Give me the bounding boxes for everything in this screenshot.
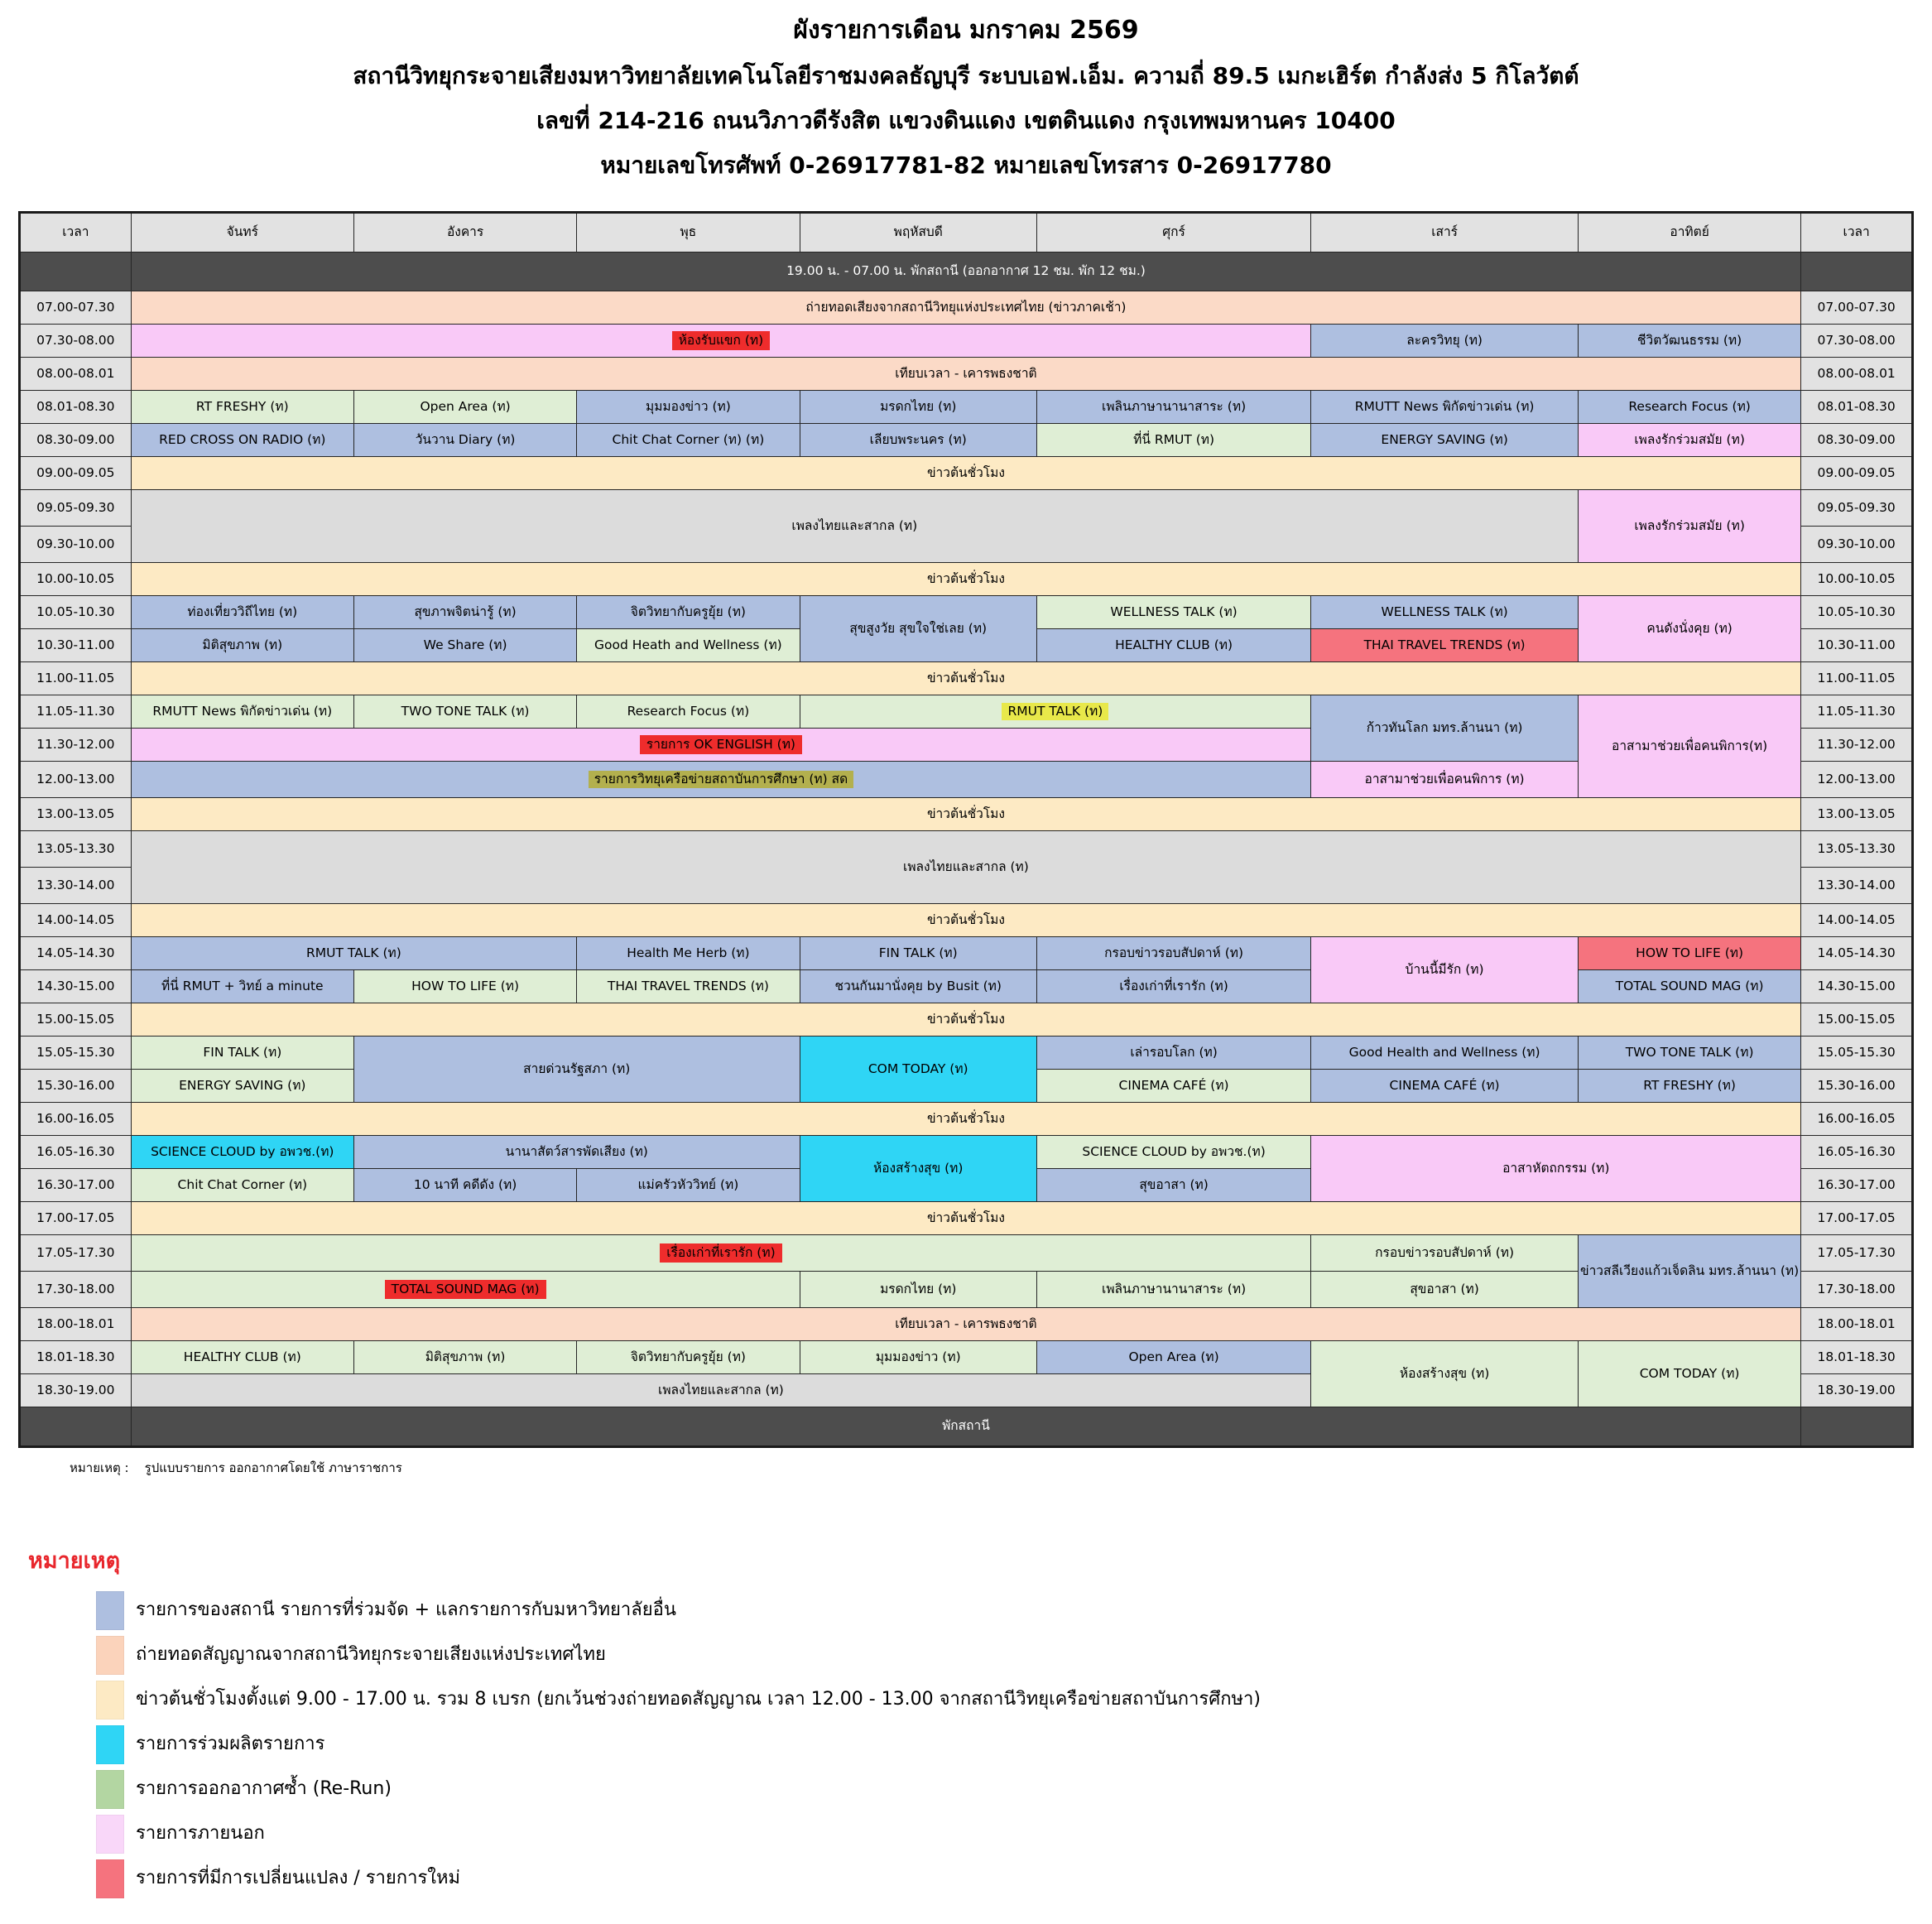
cell-sip-nathi-khadi-dang: 10 นาที คดีดัง (ท) [353, 1169, 576, 1202]
cell-khao-ton-chua-mong: ข่าวต้นชั่วโมง [131, 1003, 1801, 1037]
col-sat: เสาร์ [1311, 213, 1579, 253]
cell-suk-sung-wai: สุขสูงวัย สุขใจใช่เลย (ท) [800, 596, 1036, 662]
cell-miti-sukkhaphap: มิติสุขภาพ (ท) [353, 1341, 576, 1374]
cell-cinema-cafe: CINEMA CAFÉ (ท) [1311, 1070, 1579, 1103]
cell-thongthiao-withi-thai: ท่องเที่ยววิถีไทย (ท) [131, 596, 353, 629]
time-right: 08.01-08.30 [1801, 391, 1913, 424]
cell-krop-khao-rop-sapda: กรอบข่าวรอบสัปดาห์ (ท) [1036, 937, 1310, 970]
cell-healthy-club: HEALTHY CLUB (ท) [1036, 629, 1310, 662]
cell-how-to-life: HOW TO LIFE (ท) [1578, 937, 1800, 970]
cell-hong-sang-suk: ห้องสร้างสุข (ท) [800, 1136, 1036, 1202]
cell-wellness-talk: WELLNESS TALK (ท) [1036, 596, 1310, 629]
cell-healthy-club: HEALTHY CLUB (ท) [131, 1341, 353, 1374]
time-right: 18.00-18.01 [1801, 1308, 1913, 1341]
time-right: 08.30-09.00 [1801, 424, 1913, 457]
time-right: 10.30-11.00 [1801, 629, 1913, 662]
band-top-right-spacer [1801, 253, 1913, 291]
cell-khao-ton-chua-mong: ข่าวต้นชั่วโมง [131, 563, 1801, 596]
time-right: 16.00-16.05 [1801, 1103, 1913, 1136]
cell-sukkha-asa: สุขอาสา (ท) [1311, 1272, 1579, 1308]
col-thu: พฤหัสบดี [800, 213, 1036, 253]
table-footnote [0, 1448, 1932, 1478]
cell-thai-travel-trends: THAI TRAVEL TRENDS (ท) [577, 970, 800, 1003]
cell-text: รายการ OK ENGLISH (ท) [640, 735, 802, 754]
cell-wanwan-diary: วันวาน Diary (ท) [353, 424, 576, 457]
time-left: 17.30-18.00 [20, 1272, 132, 1308]
cell-khao-ton-chua-mong: ข่าวต้นชั่วโมง [131, 457, 1801, 490]
table-row [20, 1235, 1913, 1272]
time-left: 13.00-13.05 [20, 798, 132, 831]
col-fri: ศุกร์ [1036, 213, 1310, 253]
cell-rmutt-news: RMUTT News พิกัดข่าวเด่น (ท) [131, 695, 353, 729]
cell-chittawitthaya: จิตวิทยากับครูยุ้ย (ท) [577, 1341, 800, 1374]
cell-science-cloud: SCIENCE CLOUD by อพวช.(ท) [131, 1136, 353, 1169]
time-left: 12.00-13.00 [20, 762, 132, 798]
cell-two-tone-talk: TWO TONE TALK (ท) [353, 695, 576, 729]
time-left: 14.00-14.05 [20, 904, 132, 937]
cell-mummong-khao: มุมมองข่าว (ท) [577, 391, 800, 424]
cell-khao-ton-chua-mong: ข่าวต้นชั่วโมง [131, 1202, 1801, 1235]
cell-how-to-life: HOW TO LIFE (ท) [353, 970, 576, 1003]
table-row [20, 831, 1913, 868]
time-right: 14.30-15.00 [1801, 970, 1913, 1003]
band-row-bottom [20, 1407, 1913, 1447]
cell-text: RMUT TALK (ท) [1002, 703, 1108, 720]
cell-relay-morning: ถ่ายทอดเสียงจากสถานีวิทยุแห่งประเทศไทย (ข่าวภาคเช้า) [131, 291, 1801, 325]
time-right: 11.30-12.00 [1801, 729, 1913, 762]
cell-thai-travel-trends: THAI TRAVEL TRENDS (ท) [1311, 629, 1579, 662]
time-left: 18.01-18.30 [20, 1341, 132, 1374]
cell-thini-rmut: ที่นี่ RMUT (ท) [1036, 424, 1310, 457]
legend-swatch [96, 1859, 124, 1898]
table-row [20, 1003, 1913, 1037]
cell-lao-rop-lok: เล่ารอบโลก (ท) [1036, 1037, 1310, 1070]
time-left: 07.00-07.30 [20, 291, 132, 325]
time-left: 10.30-11.00 [20, 629, 132, 662]
cell-total-sound-mag: TOTAL SOUND MAG (ท) [1578, 970, 1800, 1003]
table-row [20, 1341, 1913, 1374]
schedule-table-wrap [0, 211, 1932, 1448]
time-right: 15.05-15.30 [1801, 1037, 1913, 1070]
time-right: 17.05-17.30 [1801, 1235, 1913, 1272]
time-left: 14.30-15.00 [20, 970, 132, 1003]
cell-lakhon-witthayu: ละครวิทยุ (ท) [1311, 325, 1579, 358]
band-top-text: 19.00 น. - 07.00 น. พักสถานี (ออกอากาศ 12 ชม. พัก 12 ชม.) [131, 253, 1801, 291]
time-right: 13.00-13.05 [1801, 798, 1913, 831]
time-left: 10.00-10.05 [20, 563, 132, 596]
table-row [20, 490, 1913, 527]
legend-item [96, 1859, 1932, 1898]
legend-label: ถ่ายทอดสัญญาณจากสถานีวิทยุกระจายเสียงแห่งประเทศไทย [136, 1644, 606, 1666]
cell-rt-freshy: RT FRESHY (ท) [131, 391, 353, 424]
cell-phloen-phasa: เพลินภาษานานาสาระ (ท) [1036, 391, 1310, 424]
time-right: 10.05-10.30 [1801, 596, 1913, 629]
cell-ban-ni-mi-rak: บ้านนี้มีรัก (ท) [1311, 937, 1579, 1003]
cell-energy-saving: ENERGY SAVING (ท) [131, 1070, 353, 1103]
cell-miti-sukkhaphap: มิติสุขภาพ (ท) [131, 629, 353, 662]
cell-com-today: COM TODAY (ท) [800, 1037, 1036, 1103]
time-right: 13.30-14.00 [1801, 868, 1913, 904]
legend-swatch [96, 1636, 124, 1675]
table-row [20, 291, 1913, 325]
time-left: 08.30-09.00 [20, 424, 132, 457]
station-phone-line: หมายเลขโทรศัพท์ 0-26917781-82 หมายเลขโทรสาร 0-26917780 [600, 152, 1332, 179]
legend-label: รายการภายนอก [136, 1823, 265, 1845]
table-row [20, 563, 1913, 596]
cell-research-focus: Research Focus (ท) [577, 695, 800, 729]
cell-wellness-talk: WELLNESS TALK (ท) [1311, 596, 1579, 629]
cell-fin-talk: FIN TALK (ท) [800, 937, 1036, 970]
time-right: 09.00-09.05 [1801, 457, 1913, 490]
time-right: 14.00-14.05 [1801, 904, 1913, 937]
time-left: 13.05-13.30 [20, 831, 132, 868]
time-left: 09.05-09.30 [20, 490, 132, 527]
time-left: 17.05-17.30 [20, 1235, 132, 1272]
time-right: 09.30-10.00 [1801, 527, 1913, 563]
time-right: 13.05-13.30 [1801, 831, 1913, 868]
time-left: 11.05-11.30 [20, 695, 132, 729]
time-right: 15.00-15.05 [1801, 1003, 1913, 1037]
cell-we-share: We Share (ท) [353, 629, 576, 662]
col-wed: พุธ [577, 213, 800, 253]
cell-phleng-rak-ruam-samai: เพลงรักร่วมสมัย (ท) [1578, 490, 1800, 563]
cell-nana-sat-sara: นานาสัตว์สารพัดเสียง (ท) [353, 1136, 800, 1169]
table-row [20, 1136, 1913, 1169]
cell-rai-kan-witthayu-khrueakhai [131, 762, 1311, 798]
cell-khao-ton-chua-mong: ข่าวต้นชั่วโมง [131, 798, 1801, 831]
time-left: 16.30-17.00 [20, 1169, 132, 1202]
table-footnote-label: หมายเหตุ : [70, 1460, 129, 1475]
time-right: 18.30-19.00 [1801, 1374, 1913, 1407]
cell-thiap-wela: เทียบเวลา - เคารพธงชาติ [131, 1308, 1801, 1341]
time-right: 11.05-11.30 [1801, 695, 1913, 729]
time-left: 15.30-16.00 [20, 1070, 132, 1103]
legend-swatch [96, 1725, 124, 1764]
col-time-left: เวลา [20, 213, 132, 253]
legend-label: ข่าวต้นชั่วโมงตั้งแต่ 9.00 - 17.00 น. รวม 8 เบรก (ยกเว้นช่วงถ่ายทอดสัญญาณ เวลา 12.00 - 13.00 จากสถานีวิทยุเครือข่ายสถาบันการศึกษา) [136, 1689, 1261, 1710]
station-address-line: เลขที่ 214-216 ถนนวิภาวดีรังสิต แขวงดินแดง เขตดินแดง กรุงเทพมหานคร 10400 [536, 107, 1396, 134]
time-left: 09.30-10.00 [20, 527, 132, 563]
time-left: 18.30-19.00 [20, 1374, 132, 1407]
table-row [20, 1308, 1913, 1341]
time-right: 07.30-08.00 [1801, 325, 1913, 358]
time-right: 15.30-16.00 [1801, 1070, 1913, 1103]
legend-swatch [96, 1591, 124, 1630]
page-title: ผังรายการเดือน มกราคม 2569 [793, 16, 1139, 45]
col-tue: อังคาร [353, 213, 576, 253]
cell-good-heath-wellness: Good Heath and Wellness (ท) [577, 629, 800, 662]
cell-text: ห้องรับแขก (ท) [672, 331, 770, 350]
time-right: 09.05-09.30 [1801, 490, 1913, 527]
table-row [20, 391, 1913, 424]
legend-swatch [96, 1815, 124, 1854]
time-right: 07.00-07.30 [1801, 291, 1913, 325]
legend-label: รายการร่วมผลิตรายการ [136, 1734, 325, 1755]
band-bottom-text: พักสถานี [131, 1407, 1801, 1447]
col-time-right: เวลา [1801, 213, 1913, 253]
cell-mummong-khao: มุมมองข่าว (ท) [800, 1341, 1036, 1374]
time-left: 09.00-09.05 [20, 457, 132, 490]
cell-phloen-phasa: เพลินภาษานานาสาระ (ท) [1036, 1272, 1310, 1308]
cell-sukkhaphap-chit: สุขภาพจิตน่ารู้ (ท) [353, 596, 576, 629]
cell-rueang-kao-thi-rao-rak [131, 1235, 1311, 1272]
time-left: 08.00-08.01 [20, 358, 132, 391]
cell-chit-chat-corner: Chit Chat Corner (ท) [131, 1169, 353, 1202]
page-header [0, 0, 1932, 183]
legend-item [96, 1591, 1932, 1630]
cell-khao-ton-chua-mong: ข่าวต้นชั่วโมง [131, 662, 1801, 695]
time-left: 16.00-16.05 [20, 1103, 132, 1136]
legend-swatch [96, 1770, 124, 1809]
cell-hong-rap-khaek [131, 325, 1311, 358]
time-left: 14.05-14.30 [20, 937, 132, 970]
time-right: 17.30-18.00 [1801, 1272, 1913, 1308]
time-right: 14.05-14.30 [1801, 937, 1913, 970]
legend-label: รายการที่มีการเปลี่ยนแปลง / รายการใหม่ [136, 1868, 461, 1889]
cell-science-cloud: SCIENCE CLOUD by อพวช.(ท) [1036, 1136, 1310, 1169]
cell-liap-phranakhon: เลียบพระนคร (ท) [800, 424, 1036, 457]
table-row [20, 904, 1913, 937]
cell-health-me-herb: Health Me Herb (ท) [577, 937, 800, 970]
cell-moradok-thai: มรดกไทย (ท) [800, 1272, 1036, 1308]
cell-rueang-kao-thi-rao-rak: เรื่องเก่าที่เรารัก (ท) [1036, 970, 1310, 1003]
cell-ok-english [131, 729, 1311, 762]
legend-item [96, 1725, 1932, 1764]
cell-khao-ton-chua-mong: ข่าวต้นชั่วโมง [131, 904, 1801, 937]
cell-two-tone-talk: TWO TONE TALK (ท) [1578, 1037, 1800, 1070]
col-mon: จันทร์ [131, 213, 353, 253]
cell-moradok-thai: มรดกไทย (ท) [800, 391, 1036, 424]
cell-hong-sang-suk: ห้องสร้างสุข (ท) [1311, 1341, 1579, 1407]
time-right: 17.00-17.05 [1801, 1202, 1913, 1235]
cell-khao-sali: ข่าวสลีเวียงแก้วเจ็ดลิน มทร.ล้านนา (ท) [1578, 1235, 1800, 1308]
legend-label: รายการของสถานี รายการที่ร่วมจัด + แลกรายการกับมหาวิทยาลัยอื่น [136, 1599, 676, 1621]
time-left: 18.00-18.01 [20, 1308, 132, 1341]
cell-text: TOTAL SOUND MAG (ท) [385, 1280, 546, 1299]
cell-thini-rmut-wit: ที่นี่ RMUT + วิทย์ a minute [131, 970, 353, 1003]
cell-khao-ton-chua-mong: ข่าวต้นชั่วโมง [131, 1103, 1801, 1136]
time-right: 16.05-16.30 [1801, 1136, 1913, 1169]
cell-thiap-wela: เทียบเวลา - เคารพธงชาติ [131, 358, 1801, 391]
legend [0, 1542, 1932, 1898]
cell-energy-saving: ENERGY SAVING (ท) [1311, 424, 1579, 457]
table-row [20, 325, 1913, 358]
table-row [20, 695, 1913, 729]
cell-chittawitthaya: จิตวิทยากับครูยุ้ย (ท) [577, 596, 800, 629]
time-left: 16.05-16.30 [20, 1136, 132, 1169]
legend-title: หมายเหตุ [28, 1548, 121, 1574]
table-row [20, 596, 1913, 629]
cell-chuan-kan-ma-nang-khui: ชวนกันมานั่งคุย by Busit (ท) [800, 970, 1036, 1003]
cell-rmut-talk: RMUT TALK (ท) [131, 937, 577, 970]
station-info-line: สถานีวิทยุกระจายเสียงมหาวิทยาลัยเทคโนโลยีราชมงคลธัญบุรี ระบบเอฟ.เอ็ม. ความถี่ 89.5 เมกะเฮิร์ต กำลังส่ง 5 กิโลวัตต์ [353, 62, 1579, 89]
table-row [20, 457, 1913, 490]
table-header-row [20, 213, 1913, 253]
time-right: 10.00-10.05 [1801, 563, 1913, 596]
table-row [20, 798, 1913, 831]
legend-label: รายการออกอากาศซ้ำ (Re-Run) [136, 1778, 392, 1800]
legend-item [96, 1681, 1932, 1720]
time-left: 13.30-14.00 [20, 868, 132, 904]
time-left: 15.05-15.30 [20, 1037, 132, 1070]
cell-asa-hatthakam: อาสาหัตถกรรม (ท) [1311, 1136, 1801, 1202]
time-left: 11.00-11.05 [20, 662, 132, 695]
time-left: 08.01-08.30 [20, 391, 132, 424]
cell-text: รายการวิทยุเครือข่ายสถาบันการศึกษา (ท) สด [589, 771, 853, 788]
table-row [20, 1103, 1913, 1136]
table-footnote-text: รูปแบบรายการ ออกอากาศโดยใช้ ภาษาราชการ [144, 1460, 402, 1475]
band-row-top [20, 253, 1913, 291]
table-row [20, 358, 1913, 391]
cell-mae-khrua-hua-wit: แม่ครัวหัววิทย์ (ท) [577, 1169, 800, 1202]
time-right: 11.00-11.05 [1801, 662, 1913, 695]
cell-phleng-thai-sakon: เพลงไทยและสากล (ท) [131, 831, 1801, 904]
cell-cinema-cafe: CINEMA CAFÉ (ท) [1036, 1070, 1310, 1103]
table-row [20, 937, 1913, 970]
time-right: 08.00-08.01 [1801, 358, 1913, 391]
time-left: 11.30-12.00 [20, 729, 132, 762]
cell-fin-talk: FIN TALK (ท) [131, 1037, 353, 1070]
col-sun: อาทิตย์ [1578, 213, 1800, 253]
cell-chiwit-watthanatham: ชีวิตวัฒนธรรม (ท) [1578, 325, 1800, 358]
cell-good-health-wellness2: Good Health and Wellness (ท) [1311, 1037, 1579, 1070]
cell-phleng-thai-sakon: เพลงไทยและสากล (ท) [131, 1374, 1311, 1407]
cell-asa-ma-chuai-2: อาสามาช่วยเพื่อคนพิการ (ท) [1311, 762, 1579, 798]
table-row [20, 662, 1913, 695]
cell-open-area: Open Area (ท) [353, 391, 576, 424]
band-bottom-right-spacer [1801, 1407, 1913, 1447]
cell-total-sound-mag [131, 1272, 800, 1308]
cell-sukkha-asa: สุขอาสา (ท) [1036, 1169, 1310, 1202]
cell-phleng-rak-ruam-samai: เพลงรักร่วมสมัย (ท) [1578, 424, 1800, 457]
cell-asa-ma-chuai-1: อาสามาช่วยเพื่อคนพิการ(ท) [1578, 695, 1800, 798]
cell-research-focus: Research Focus (ท) [1578, 391, 1800, 424]
cell-rmut-talk [800, 695, 1311, 729]
legend-item [96, 1815, 1932, 1854]
cell-phleng-thai-sakon: เพลงไทยและสากล (ท) [131, 490, 1578, 563]
table-row [20, 424, 1913, 457]
time-left: 15.00-15.05 [20, 1003, 132, 1037]
cell-krop-khao-rop-sapda: กรอบข่าวรอบสัปดาห์ (ท) [1311, 1235, 1579, 1272]
time-left: 07.30-08.00 [20, 325, 132, 358]
cell-text: เรื่องเก่าที่เรารัก (ท) [660, 1243, 781, 1263]
cell-rmutt-news: RMUTT News พิกัดข่าวเด่น (ท) [1311, 391, 1579, 424]
cell-com-today: COM TODAY (ท) [1578, 1341, 1800, 1407]
band-top-left-spacer [20, 253, 132, 291]
band-bottom-left-spacer [20, 1407, 132, 1447]
legend-swatch [96, 1681, 124, 1720]
time-right: 12.00-13.00 [1801, 762, 1913, 798]
time-left: 10.05-10.30 [20, 596, 132, 629]
legend-item [96, 1636, 1932, 1675]
table-row [20, 1037, 1913, 1070]
cell-rt-freshy: RT FRESHY (ท) [1578, 1070, 1800, 1103]
time-left: 17.00-17.05 [20, 1202, 132, 1235]
cell-open-area: Open Area (ท) [1036, 1341, 1310, 1374]
time-right: 18.01-18.30 [1801, 1341, 1913, 1374]
cell-sai-duan-ratthasapha: สายด่วนรัฐสภา (ท) [353, 1037, 800, 1103]
legend-item [96, 1770, 1932, 1809]
cell-kao-than-lok: ก้าวทันโลก มทร.ล้านนา (ท) [1311, 695, 1579, 762]
cell-red-cross: RED CROSS ON RADIO (ท) [131, 424, 353, 457]
table-row [20, 1202, 1913, 1235]
cell-khon-dang-nang-khui: คนดังนั่งคุย (ท) [1578, 596, 1800, 662]
cell-chit-chat-corner-2: Chit Chat Corner (ท) (ท) [577, 424, 800, 457]
table-row [20, 970, 1913, 1003]
time-right: 16.30-17.00 [1801, 1169, 1913, 1202]
schedule-table [18, 211, 1914, 1448]
